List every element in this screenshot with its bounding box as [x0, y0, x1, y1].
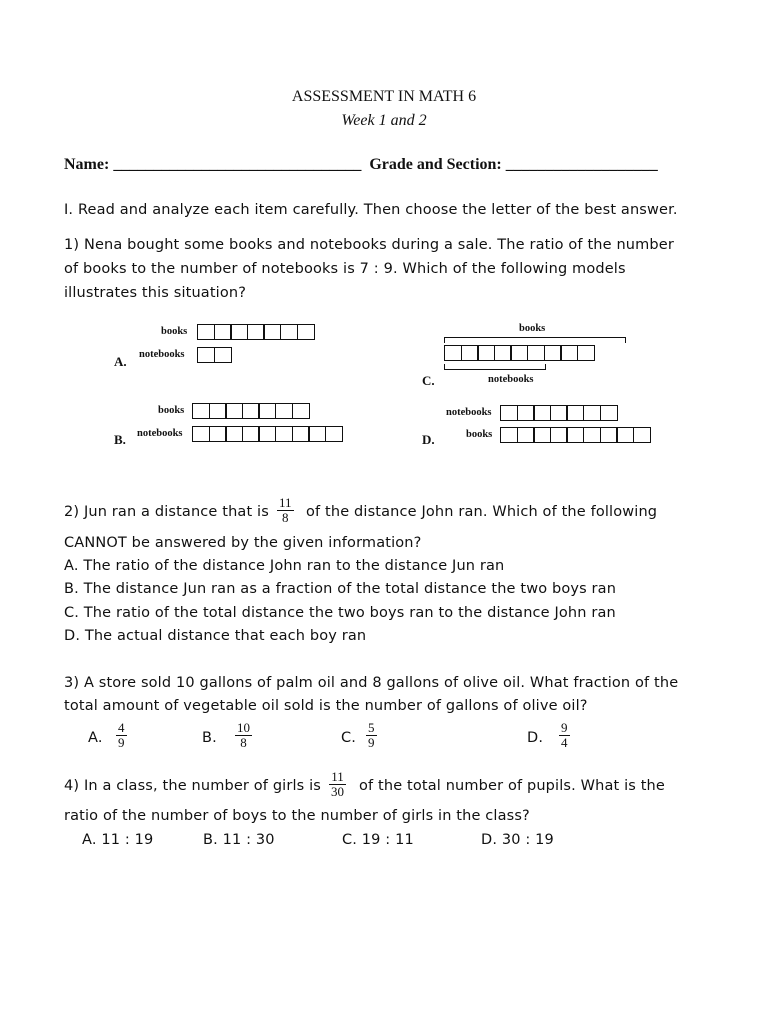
tape-box — [533, 427, 551, 443]
tape-box — [209, 426, 227, 442]
tape-box — [566, 405, 584, 421]
tape-box — [517, 427, 535, 443]
tape-box — [214, 324, 232, 340]
fraction-denominator: 9 — [118, 735, 125, 750]
label-books: books — [161, 326, 188, 337]
tape-box — [494, 345, 512, 361]
fraction-numerator: 10 — [237, 720, 250, 735]
bar-notebooks-b — [192, 426, 343, 442]
option-letter: B. — [202, 730, 217, 746]
q4-option-a[interactable]: A. 11 : 19 — [82, 832, 154, 848]
tape-box — [214, 347, 232, 363]
fraction-denominator: 30 — [331, 784, 344, 799]
fraction-denominator: 8 — [282, 510, 289, 525]
tape-box — [292, 426, 310, 442]
tape-box — [258, 403, 276, 419]
q3-line-2: total amount of vegetable oil sold is the number of gallons of olive oil? — [64, 698, 588, 714]
fraction-numerator: 11 — [331, 769, 344, 784]
tape-box — [197, 347, 215, 363]
label-books: books — [519, 323, 546, 334]
tape-box — [308, 426, 326, 442]
option-letter: D. — [527, 730, 544, 746]
tape-box — [461, 345, 479, 361]
fraction-denominator: 8 — [240, 735, 247, 750]
option-fraction — [559, 721, 570, 750]
option-letter-a: A. — [114, 354, 127, 369]
fraction-denominator: 9 — [368, 735, 375, 750]
tape-box — [280, 324, 298, 340]
bar-books-d — [500, 427, 651, 443]
tape-box — [600, 405, 618, 421]
tape-box — [500, 405, 518, 421]
fraction-numerator: 5 — [368, 720, 375, 735]
label-notebooks: notebooks — [137, 428, 183, 439]
brace-books — [444, 337, 626, 343]
q2-fraction — [277, 496, 294, 525]
tape-box — [192, 403, 210, 419]
q4-option-b[interactable]: B. 11 : 30 — [203, 832, 275, 848]
tape-box — [477, 345, 495, 361]
q4-line-2: ratio of the number of boys to the number of girls in the class? — [64, 808, 530, 824]
option-fraction — [235, 721, 252, 750]
tape-box — [297, 324, 315, 340]
q2-line-2: CANNOT be answered by the given information? — [64, 535, 422, 551]
brace-notebooks — [444, 364, 546, 370]
tape-box — [560, 345, 578, 361]
label-books: books — [466, 429, 493, 440]
tape-box — [633, 427, 651, 443]
q3-line-1: 3) A store sold 10 gallons of palm oil and 8 gallons of olive oil. What fraction of the — [64, 675, 679, 691]
q1-line-3: illustrates this situation? — [64, 285, 247, 301]
label-notebooks: notebooks — [446, 407, 492, 418]
q4-fraction — [329, 770, 346, 799]
page-title: ASSESSMENT IN MATH 6 — [291, 88, 477, 105]
q2-option-d[interactable]: D. The actual distance that each boy ran — [64, 628, 367, 644]
tape-box — [583, 427, 601, 443]
tape-box — [550, 405, 568, 421]
tape-box — [527, 345, 545, 361]
q1-line-2: of books to the number of notebooks is 7 : 9. Which of the following models — [64, 261, 626, 277]
tape-box — [325, 426, 343, 442]
name-blank[interactable]: _______________________________ — [113, 156, 362, 173]
option-fraction — [116, 721, 127, 750]
tape-box — [544, 345, 562, 361]
tape-box — [583, 405, 601, 421]
tape-box — [577, 345, 595, 361]
grade-label: Grade and Section: — [369, 156, 502, 173]
fraction-numerator: 11 — [279, 495, 292, 510]
bar-books-a — [197, 324, 315, 340]
tape-box — [247, 324, 265, 340]
q4-suffix: of the total number of pupils. What is the — [359, 778, 665, 794]
option-letter: C. — [341, 730, 357, 746]
q1-line-1: 1) Nena bought some books and notebooks during a sale. The ratio of the number — [64, 237, 674, 253]
tape-box — [242, 426, 260, 442]
option-letter-d: D. — [422, 432, 435, 447]
name-label: Name: — [64, 156, 110, 173]
bar-notebooks-d — [500, 405, 618, 421]
label-notebooks: notebooks — [488, 374, 534, 385]
tape-box — [242, 403, 260, 419]
name-row — [64, 156, 658, 174]
option-letter: A. — [88, 730, 103, 746]
tape-box — [263, 324, 281, 340]
bar-c — [444, 345, 595, 361]
tape-box — [230, 324, 248, 340]
q4-prefix: 4) In a class, the number of girls is — [64, 778, 321, 794]
tape-box — [533, 405, 551, 421]
page-subtitle: Week 1 and 2 — [341, 112, 427, 129]
tape-box — [566, 427, 584, 443]
q2-option-b[interactable]: B. The distance Jun ran as a fraction of the total distance the two boys ran — [64, 581, 617, 597]
label-notebooks: notebooks — [139, 349, 185, 360]
tape-box — [275, 426, 293, 442]
option-fraction — [366, 721, 377, 750]
tape-box — [275, 403, 293, 419]
grade-blank[interactable]: ___________________ — [505, 156, 658, 173]
q2-suffix: of the distance John ran. Which of the following — [306, 504, 658, 520]
tape-box — [616, 427, 634, 443]
tape-box — [517, 405, 535, 421]
fraction-numerator: 4 — [118, 720, 125, 735]
tape-box — [510, 345, 528, 361]
tape-box — [258, 426, 276, 442]
fraction-numerator: 9 — [561, 720, 568, 735]
label-books: books — [158, 405, 185, 416]
instructions: I. Read and analyze each item carefully. Then choose the letter of the best answer. — [64, 202, 678, 218]
tape-box — [192, 426, 210, 442]
q2-option-a[interactable]: A. The ratio of the distance John ran to the distance Jun ran — [64, 558, 505, 574]
tape-box — [225, 403, 243, 419]
q2-prefix: 2) Jun ran a distance that is — [64, 504, 269, 520]
tape-box — [292, 403, 310, 419]
option-letter-c: C. — [422, 373, 435, 388]
bar-notebooks-a — [197, 347, 232, 363]
tape-box — [600, 427, 618, 443]
tape-box — [444, 345, 462, 361]
q2-option-c[interactable]: C. The ratio of the total distance the two boys ran to the distance John ran — [64, 605, 616, 621]
fraction-denominator: 4 — [561, 735, 568, 750]
tape-box — [500, 427, 518, 443]
q4-option-d[interactable]: D. 30 : 19 — [481, 832, 554, 848]
q4-option-c[interactable]: C. 19 : 11 — [342, 832, 414, 848]
tape-box — [225, 426, 243, 442]
option-letter-b: B. — [114, 432, 126, 447]
bar-books-b — [192, 403, 310, 419]
tape-box — [550, 427, 568, 443]
tape-box — [197, 324, 215, 340]
tape-box — [209, 403, 227, 419]
